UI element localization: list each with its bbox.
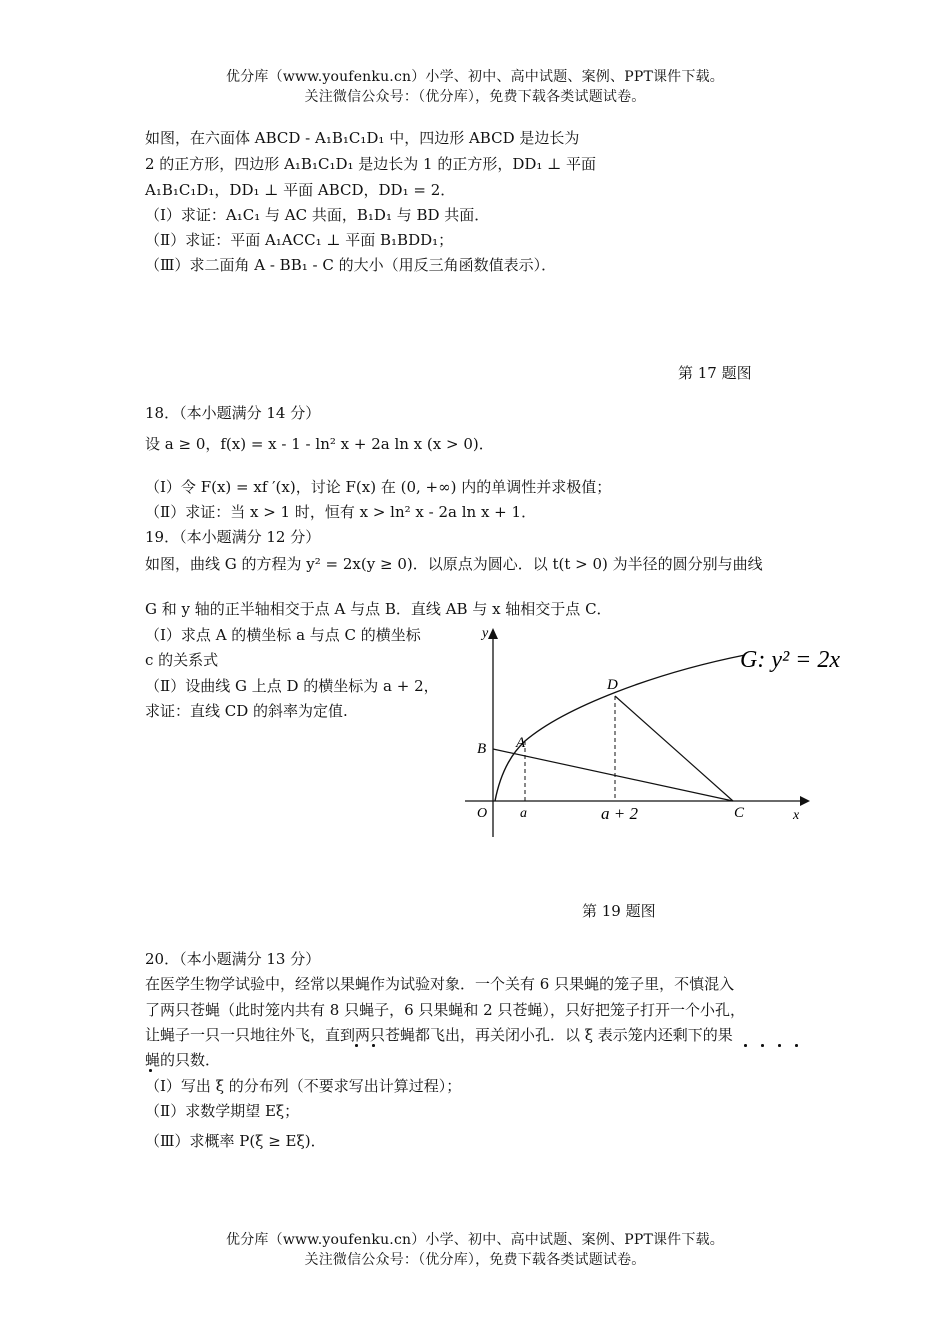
footer-line-1: 优分库（www.youfenku.cn）小学、初中、高中试题、案例、PPT课件下载。 [226,1232,724,1248]
q17-part-2: （Ⅱ）求证：平面 A₁ACC₁ ⊥ 平面 B₁BDD₁； [145,231,454,249]
tick-a2-label: a + 2 [601,804,638,823]
q17-figure-caption: 第 17 题图 [678,364,752,382]
q20-part-3: （Ⅲ）求概率 P(ξ ≥ Eξ)． [145,1132,326,1150]
emphasis-dot [744,1044,747,1047]
q20-title: 20．（本小题满分 13 分） [145,950,321,968]
header-line-1: 优分库（www.youfenku.cn）小学、初中、高中试题、案例、PPT课件下载。 [226,69,724,85]
q19-title: 19．（本小题满分 12 分） [145,528,321,546]
q19-part-2: （Ⅱ）设曲线 G 上点 D 的横坐标为 a + 2， [145,677,439,695]
point-a-label: A [516,735,526,751]
q20-line-3: 让蝇子一只一只地往外飞，直到两只苍蝇都飞出，再关闭小孔．以 ξ 表示笼内还剩下的果 [145,1026,733,1044]
curve-label: G: y² = 2x [740,647,841,673]
q19-part-1: （Ⅰ）求点 A 的横坐标 a 与点 C 的横坐标 [145,626,421,644]
q19-figure [455,615,845,845]
q20-part-2: （Ⅱ）求数学期望 Eξ； [145,1102,300,1120]
q19-figure-caption: 第 19 题图 [582,902,656,920]
q19-part-1-cont: c 的关系式 [145,651,219,669]
q19-line-2: G 和 y 轴的正半轴相交于点 A 与点 B．直线 AB 与 x 轴相交于点 C． [145,600,612,618]
emphasis-dot [355,1044,358,1047]
header-line-2: 关注微信公众号：（优分库），免费下载各类试题试卷。 [304,89,646,105]
q17-part-1: （Ⅰ）求证：A₁C₁ 与 AC 共面，B₁D₁ 与 BD 共面． [145,206,490,224]
emphasis-dot [372,1044,375,1047]
emphasis-dot [761,1044,764,1047]
q18-part-2: （Ⅱ）求证：当 x > 1 时，恒有 x > ln² x - 2a ln x + 1． [145,503,537,521]
x-axis-label: x [793,808,800,823]
tick-a-label: a [520,806,527,821]
origin-label: O [477,806,488,821]
q20-line-1: 在医学生物学试验中，经常以果蝇作为试验对象．一个关有 6 只果蝇的笼子里，不慎混入 [145,975,735,993]
point-c-label: C [734,805,745,821]
q20-line-4: 蝇的只数． [145,1051,221,1069]
emphasis-dot [795,1044,798,1047]
q18-statement: 设 a ≥ 0，f(x) = x - 1 - ln² x + 2a ln x (x > 0)． [145,435,494,453]
q18-part-1: （Ⅰ）令 F(x) = xf ′(x)，讨论 F(x) 在 (0, +∞) 内的单调性并求极值； [145,478,612,496]
q17-part-3: （Ⅲ）求二面角 A - BB₁ - C 的大小（用反三角函数值表示）． [145,256,557,274]
q20-line-2: 了两只苍蝇（此时笼内共有 8 只蝇子，6 只果蝇和 2 只苍蝇），只好把笼子打开一个小孔， [145,1001,745,1019]
q20-part-1: （Ⅰ）写出 ξ 的分布列（不要求写出计算过程）； [145,1077,462,1095]
line-bc [493,749,733,801]
q17-line-1: 如图，在六面体 ABCD - A₁B₁C₁D₁ 中，四边形 ABCD 是边长为 [145,129,580,147]
y-axis-arrow-icon [488,628,498,639]
q17-line-2: 2 的正方形，四边形 A₁B₁C₁D₁ 是边长为 1 的正方形，DD₁ ⊥ 平面 [145,155,597,173]
point-d-label: D [607,677,618,693]
footer-line-2: 关注微信公众号：（优分库），免费下载各类试题试卷。 [304,1252,646,1268]
x-axis-arrow-icon [800,796,810,806]
q19-line-1: 如图，曲线 G 的方程为 y² = 2x(y ≥ 0)．以原点为圆心．以 t(t > 0) 为半径的圆分别与曲线 [145,555,763,573]
q19-part-2-cont: 求证：直线 CD 的斜率为定值. [145,702,348,720]
q17-line-3: A₁B₁C₁D₁，DD₁ ⊥ 平面 ABCD，DD₁ = 2． [145,181,456,199]
y-axis-label: y [482,626,489,641]
emphasis-dot [778,1044,781,1047]
point-b-label: B [477,741,487,757]
q18-title: 18．（本小题满分 14 分） [145,404,321,422]
line-dc [615,696,733,801]
emphasis-dot [149,1069,152,1072]
